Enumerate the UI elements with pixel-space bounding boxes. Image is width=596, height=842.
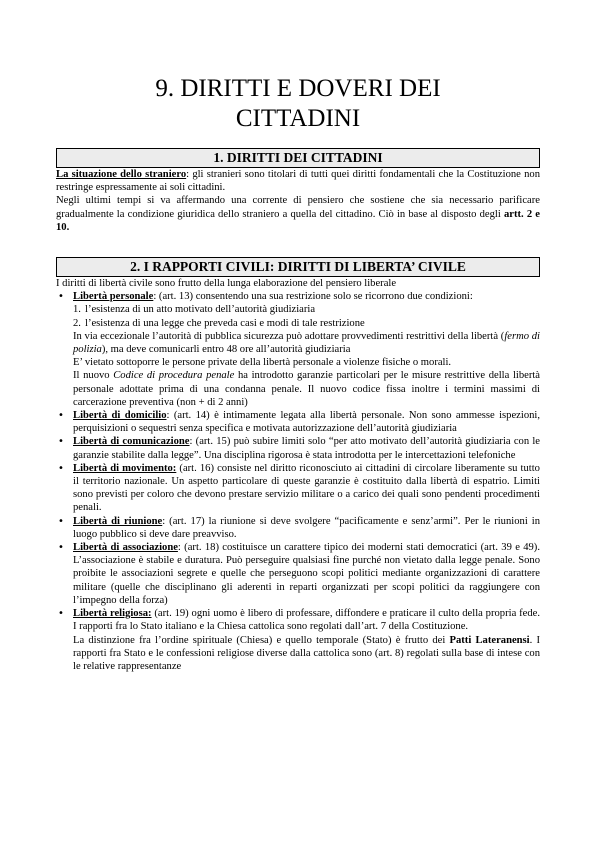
title-line-1: 9. DIRITTI E DOVERI DEI bbox=[155, 75, 441, 102]
list-item-liberta-comunicazione bbox=[56, 435, 540, 461]
item-label: Libertà religiosa: bbox=[73, 608, 152, 620]
articoli-reference: artt. 2 e 10. bbox=[56, 208, 541, 233]
document-page bbox=[56, 74, 540, 673]
item-text: : (art. 13) consentendo una sua restrizione solo se ricorrono due condizioni: bbox=[153, 291, 473, 303]
straniero-label: La situazione dello straniero bbox=[56, 169, 187, 180]
list-item-liberta-movimento bbox=[56, 462, 540, 515]
list-item-liberta-associazione bbox=[56, 541, 540, 607]
item-label: Libertà personale bbox=[73, 291, 154, 303]
section-1-heading: 1. DIRITTI DEI CITTADINI bbox=[56, 148, 540, 168]
item-text: (art. 16) consiste nel diritto riconosciuto ai cittadini di circolare liberamente su tutto il territorio nazionale. Un aspetto particolare di queste garanzie è costituito dalla libertà di espatrio. Limiti sono previsti per coloro che devono prestare servizio militare o a carico dei quali sono pendenti procedimenti penali. bbox=[73, 462, 540, 514]
item-text: : (art. 15) può subire limiti solo “per atto motivato dell’autorità giudiziaria con le garanzie stabilite dalla legge”. Una disciplina rigorosa è stata introdotta per le intercettazioni telefoniche bbox=[73, 436, 540, 461]
item-label: Libertà di riunione bbox=[73, 515, 163, 527]
list-item-liberta-domicilio bbox=[56, 409, 540, 435]
codice-procedura-text: Il nuovo Codice di procedura penale ha introdotto garanzie particolari per le misure restrittive della libertà personale adottate prima di una condanna penale. Il nuovo codice fissa inoltre i termini massimi di carcerazione preventiva (non + di 2 anni) bbox=[73, 370, 541, 408]
liberta-list bbox=[56, 290, 540, 673]
item-label: Libertà di associazione bbox=[73, 542, 178, 554]
divieto-violenze-text: E’ vietato sottoporre le persone private della libertà personale a violenze fisiche o morali. bbox=[73, 357, 452, 369]
list-item-liberta-religiosa bbox=[56, 607, 540, 673]
item-text: : (art. 18) costituisce un carattere tipico dei moderni stati democratici (art. 39 e 49). L’associazione è stabile e duratura. Può perseguire qualsiasi fine purché non vietato dalla legge penale. Sono proibite le associazioni segrete e quelle che perseguono scopi politici mediante organizzazioni di carattere militare (quelle che disciplinano gli aderenti in reparti organizzati per scopi politici da raggiungere con l’impegno della forza) bbox=[73, 542, 540, 606]
item-label: Libertà di movimento: bbox=[73, 462, 177, 474]
condizione-item: 1. l’esistenza di un atto motivato dell’autorità giudiziaria bbox=[73, 304, 316, 316]
condizione-number: 1. bbox=[73, 304, 81, 316]
title-line-2: CITTADINI bbox=[235, 105, 361, 132]
condizione-number: 2. bbox=[73, 317, 81, 329]
section-1-paragraph-1 bbox=[56, 168, 540, 194]
list-item-liberta-personale bbox=[56, 290, 540, 409]
item-text: : (art. 14) è intimamente legata alla libertà personale. Non sono ammesse ispezioni, perquisizioni o sequestri senza specifica e motivata autorizzazione dell’autorità giudiziaria bbox=[73, 410, 541, 435]
section-2-intro: I diritti di libertà civile sono frutto della lunga elaborazione del pensiero liberale bbox=[56, 278, 397, 290]
condizione-item: 2. l’esistenza di una legge che preveda casi e modi di tale restrizione bbox=[73, 317, 365, 329]
item-text: (art. 19) ogni uomo è libero di professare, diffondere e praticare il culto della propria fede. I rapporti fra lo Stato italiano e la Chiesa cattolica sono regolati dall’art. 7 della Costituzione. bbox=[73, 608, 540, 633]
section-1-paragraph-2 bbox=[56, 194, 540, 234]
page-title bbox=[56, 74, 540, 134]
condizioni-list bbox=[73, 303, 540, 329]
patti-lateranensi-text: La distinzione fra l’ordine spirituale (Chiesa) e quello temporale (Stato) è frutto dei Patti Lateranensi. I rapporti fra Stato e le confessioni religiose diverse dalla cattolica sono (art. 8) regolati sulla base di intese con le relative rappresentanze bbox=[73, 634, 541, 672]
straniero-text: : gli stranieri sono titolari di tutti quei diritti fondamentali che la Costituzione non restringe espressamente ai soli cittadini. bbox=[56, 169, 540, 194]
item-text: : (art. 17) la riunione si deve svolgere “pacificamente e senz’armi”. Per le riunioni in luogo pubblico si deve dare preavviso. bbox=[73, 515, 540, 540]
item-label: Libertà di comunicazione bbox=[73, 436, 190, 448]
section-2-heading: 2. I RAPPORTI CIVILI: DIRITTI DI LIBERTA’ CIVILE bbox=[56, 257, 540, 277]
parificazione-text: Negli ultimi tempi si va affermando una corrente di pensiero che sostiene che sia necessario parificare gradualmente la condizione giuridica dello straniero a quella del cittadino. Ciò in base al disposto degli bbox=[56, 195, 540, 220]
fermo-polizia-text: In via eccezionale l’autorità di pubblica sicurezza può adottare provvedimenti restrittivi della libertà (fermo di polizia), ma deve comunicarli entro 48 ore all’autorità giudiziaria bbox=[73, 330, 540, 356]
list-item-liberta-riunione bbox=[56, 515, 540, 541]
item-label: Libertà di domicilio bbox=[73, 410, 167, 422]
